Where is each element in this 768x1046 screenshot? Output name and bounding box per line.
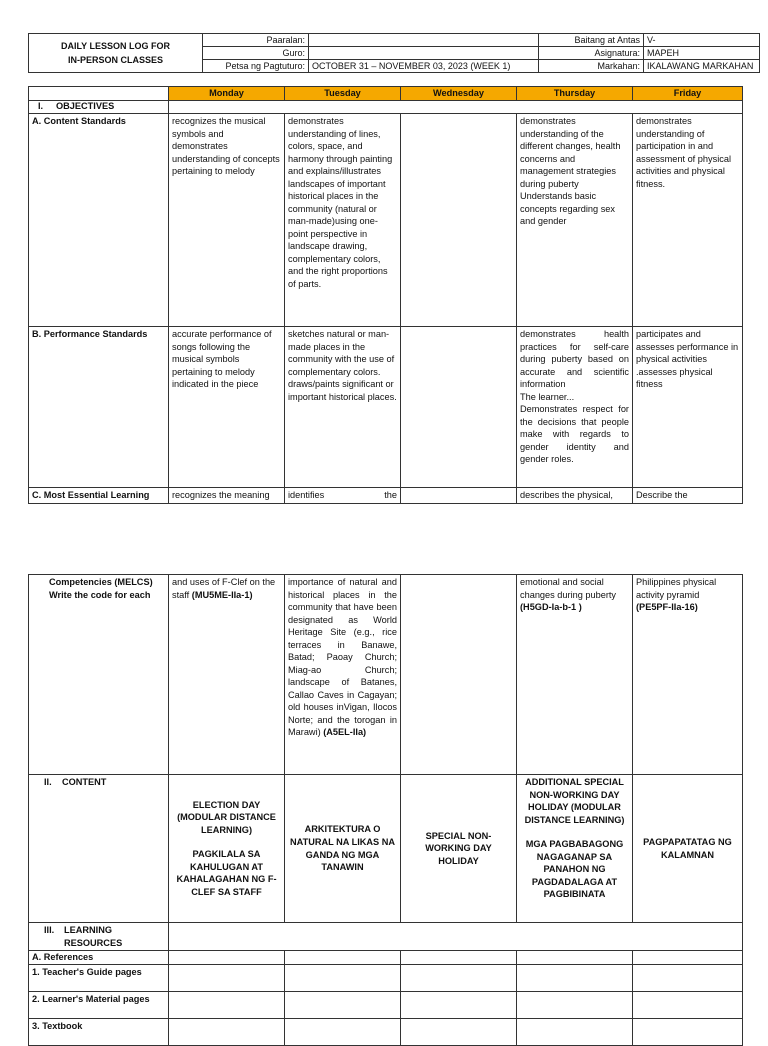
melcs-label-cont: Competencies (MELCS) Write the code for each — [29, 575, 169, 775]
learners-material-row — [29, 992, 743, 1019]
content-standards-tuesday: demonstrates understanding of lines, colors, space, and harmony through painting and explains/illustrates landscapes of important historical places in the community (natural or man-made)using one-point perspective in landscape drawing, complementary colors, and the right proportions of parts. — [285, 114, 401, 327]
day-monday: Monday — [169, 87, 285, 101]
melcs-thursday-part1: describes the physical, — [517, 488, 633, 504]
content-standards-label: A. Content Standards — [29, 114, 169, 327]
lesson-log-table-part1 — [28, 86, 743, 504]
performance-standards-wednesday — [401, 327, 517, 488]
performance-standards-monday: accurate performance of songs following the musical symbols pertaining to melody indicated in the piece — [169, 327, 285, 488]
content-standards-monday: recognizes the musical symbols and demonstrates understanding of concepts pertaining to melody — [169, 114, 285, 327]
header-table — [28, 33, 760, 73]
teachers-guide-label: 1. Teacher's Guide pages — [29, 965, 169, 992]
melcs-tuesday-part2: importance of natural and historical places in the community that have been designated as World Heritage Site (e.g., rice terraces in Banawe, Batad; Paoay Church; Miag-ao Church; landscape of Batanes, Callao Caves in Cagayan; old houses inVigan, Ilocos Norte; and the torogan in Marawi) (A5EL-IIa) — [285, 575, 401, 775]
guro-value — [309, 47, 539, 60]
markahan-label: Markahan: — [539, 60, 644, 73]
lesson-log-table-part2 — [28, 574, 743, 1046]
asignatura-value: MAPEH — [644, 47, 760, 60]
content-standards-wednesday — [401, 114, 517, 327]
melcs-label: C. Most Essential Learning — [29, 488, 169, 504]
performance-standards-row — [29, 327, 743, 488]
performance-standards-label: B. Performance Standards — [29, 327, 169, 488]
textbook-row — [29, 1019, 743, 1046]
textbook-label: 3. Textbook — [29, 1019, 169, 1046]
performance-standards-thursday: demonstrates health practices for self-care during puberty based on accurate and scientific information The learner... Demonstrates respect for the decisions that people make with regards to gender identity and gender roles. — [517, 327, 633, 488]
melcs-monday-part1: recognizes the meaning — [169, 488, 285, 504]
melcs-row-part2 — [29, 575, 743, 775]
melcs-monday-part2: and uses of F-Clef on the staff (MU5ME-IIa-1) — [169, 575, 285, 775]
paaralan-value — [309, 34, 539, 47]
day-friday: Friday — [633, 87, 743, 101]
petsa-value: OCTOBER 31 – NOVEMBER 03, 2023 (WEEK 1) — [309, 60, 539, 73]
log-title: DAILY LESSON LOG FOR IN-PERSON CLASSES — [29, 34, 203, 73]
teachers-guide-row — [29, 965, 743, 992]
melcs-friday-part1: Describe the — [633, 488, 743, 504]
content-row — [29, 775, 743, 923]
baitang-label: Baitang at Antas — [539, 34, 644, 47]
melcs-row-part1 — [29, 488, 743, 504]
melcs-friday-code: (PE5PF-IIa-16) — [636, 602, 698, 613]
content-standards-row — [29, 114, 743, 327]
day-header-row — [29, 87, 743, 101]
baitang-value: V- — [644, 34, 760, 47]
markahan-value: IKALAWANG MARKAHAN — [644, 60, 760, 73]
day-wednesday: Wednesday — [401, 87, 517, 101]
learning-resources-heading: III. LEARNING RESOURCES — [29, 923, 169, 951]
performance-standards-friday: participates and assesses performance in physical activities .assesses physical fitness — [633, 327, 743, 488]
day-tuesday: Tuesday — [285, 87, 401, 101]
melcs-tuesday-part1: identifies the — [285, 488, 401, 504]
objectives-heading-row — [29, 101, 743, 114]
references-row — [29, 951, 743, 965]
content-standards-thursday: demonstrates understanding of the different changes, health concerns and management strategies during puberty Understands basic concepts regarding sex and gender — [517, 114, 633, 327]
content-friday: PAGPAPATATAG NG KALAMNAN — [633, 775, 743, 923]
paaralan-label: Paaralan: — [203, 34, 309, 47]
content-thursday: ADDITIONAL SPECIAL NON-WORKING DAY HOLIDAY (MODULAR DISTANCE LEARNING) MGA PAGBABAGONG NAGAGANAP SA PANAHON NG PAGDADALAGA AT PAGBIBINATA — [517, 775, 633, 923]
learning-resources-row — [29, 923, 743, 951]
melcs-thursday-code: (H5GD-Ia-b-1 ) — [520, 602, 582, 613]
melcs-wednesday-part2 — [401, 575, 517, 775]
melcs-tuesday-code: (A5EL-IIa) — [323, 727, 367, 738]
corner-cell — [29, 87, 169, 101]
day-thursday: Thursday — [517, 87, 633, 101]
references-label: A. References — [29, 951, 169, 965]
content-wednesday: SPECIAL NON-WORKING DAY HOLIDAY — [401, 775, 517, 923]
asignatura-label: Asignatura: — [539, 47, 644, 60]
content-tuesday: ARKITEKTURA O NATURAL NA LIKAS NA GANDA NG MGA TANAWIN — [285, 775, 401, 923]
petsa-label: Petsa ng Pagtuturo: — [203, 60, 309, 73]
content-standards-friday: demonstrates understanding of participation in and assessment of physical activities and physical fitness. — [633, 114, 743, 327]
melcs-monday-code: (MU5ME-IIa-1) — [191, 589, 253, 600]
content-monday: ELECTION DAY (MODULAR DISTANCE LEARNING) PAGKILALA SA KAHULUGAN AT KAHALAGAHAN NG F-CLEF SA STAFF — [169, 775, 285, 923]
melcs-friday-part2: Philippines physical activity pyramid (PE5PF-IIa-16) — [633, 575, 743, 775]
performance-standards-tuesday: sketches natural or man-made places in the community with the use of complementary colors. draws/paints significant or important historical places. — [285, 327, 401, 488]
melcs-thursday-part2: emotional and social changes during puberty (H5GD-Ia-b-1 ) — [517, 575, 633, 775]
learners-material-label: 2. Learner's Material pages — [29, 992, 169, 1019]
objectives-heading: I. OBJECTIVES — [29, 101, 169, 114]
guro-label: Guro: — [203, 47, 309, 60]
content-heading: II. CONTENT — [29, 775, 169, 923]
melcs-wednesday-part1 — [401, 488, 517, 504]
